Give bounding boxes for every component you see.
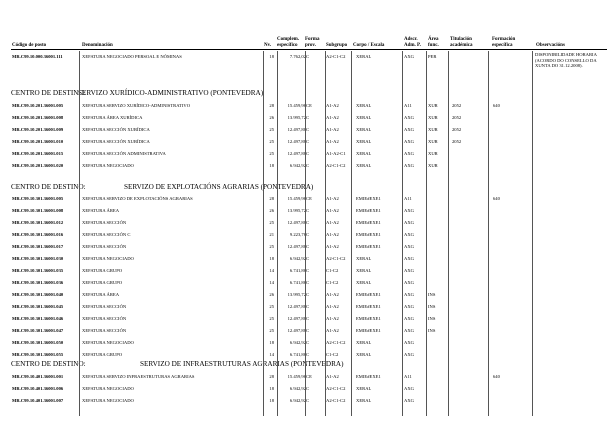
- post-area: XUR: [428, 139, 438, 144]
- post-adscription: AXG: [404, 139, 414, 144]
- post-code: MR.C99.10.301.36001.017: [12, 244, 64, 249]
- header-titulacion: Titulación académica: [450, 37, 473, 48]
- post-subgroup: A1-A2: [326, 292, 339, 297]
- post-adscription: AXG: [404, 398, 414, 403]
- post-adscription: AXG: [404, 316, 414, 321]
- center-heading: [11, 183, 607, 192]
- post-level: 25: [269, 127, 274, 132]
- post-complement: 6.942,92: [289, 398, 306, 403]
- header-rule: [11, 49, 607, 50]
- service-name: SERVIZO DE INFRAESTRUTURAS AGRARIAS (PONTEVEDRA): [140, 360, 344, 368]
- post-subgroup: C1-C2: [326, 268, 339, 273]
- post-corpo: XERAL: [356, 151, 372, 156]
- center-label: CENTRO DE DESTINO:: [11, 360, 86, 368]
- post-subgroup: A1-A2: [326, 316, 339, 321]
- post-level: 28: [269, 374, 274, 379]
- post-code: MR.C99.10.000.36001.111: [12, 54, 63, 59]
- post-complement: 13.995,72: [287, 208, 306, 213]
- post-code: MR.C99.10.201.36001.008: [12, 115, 64, 120]
- post-complement: 15.459,96: [287, 103, 306, 108]
- post-complement: 12.497,88: [287, 328, 306, 333]
- post-forma: C: [306, 292, 310, 297]
- post-forma: C: [306, 151, 310, 156]
- post-area: INS: [428, 304, 436, 309]
- post-corpo: XERAL: [356, 398, 372, 403]
- post-complement: 13.995,72: [287, 292, 306, 297]
- table-row: [0, 112, 615, 123]
- post-adscription: AXG: [404, 352, 414, 357]
- post-observations: DISPONIBILIDADE HORARIA (ACORDO DO CONSELLO DA XUNTA DO 31.12.2008).: [535, 52, 597, 68]
- post-name: XEFATURA SECCIÓN XURÍDICA: [82, 127, 150, 132]
- post-adscription: AXG: [404, 115, 414, 120]
- post-corpo: XERAL: [356, 115, 372, 120]
- post-level: 26: [269, 208, 274, 213]
- header-denominacion: Denominación: [82, 43, 113, 48]
- post-name: XEFATURA SECCIÓN: [82, 328, 127, 333]
- post-subgroup: A2-C1-C2: [326, 386, 346, 391]
- post-code: MR.C99.10.201.36001.010: [12, 139, 64, 144]
- post-subgroup: A1-A2: [326, 232, 339, 237]
- post-adscription: A11: [404, 374, 412, 379]
- post-code: MR.C99.10.401.36001.001: [12, 374, 64, 379]
- post-name: XEFATURA GRUPO: [82, 280, 123, 285]
- post-code: MR.C99.10.301.36001.046: [12, 316, 64, 321]
- post-subgroup: A1-A2: [326, 196, 339, 201]
- post-name: XEFATURA NEGOCIADO: [82, 398, 134, 403]
- post-name: XEFATURA ÁREA: [82, 292, 120, 297]
- table-row: [0, 301, 615, 312]
- post-level: 14: [269, 280, 274, 285]
- table-row: [0, 325, 615, 336]
- header-formacion: Formación específica: [492, 37, 516, 48]
- post-corpo: XERAL: [356, 139, 372, 144]
- column-rule: [305, 51, 306, 416]
- post-area: PER: [428, 54, 437, 59]
- post-level: 18: [269, 340, 274, 345]
- post-subgroup: A1-A2: [326, 208, 339, 213]
- post-area: XUR: [428, 103, 438, 108]
- post-forma: CE: [306, 196, 312, 201]
- post-adscription: AXG: [404, 127, 414, 132]
- post-level: 26: [269, 115, 274, 120]
- post-complement: 15.459,96: [287, 196, 306, 201]
- post-subgroup: C1-C2: [326, 352, 339, 357]
- post-name: XEFATURA SERVIZO INFRAESTRUTURAS AGRARIAS: [82, 374, 195, 379]
- table-row: [0, 160, 615, 171]
- post-subgroup: A2-C1-C2: [326, 54, 346, 59]
- post-complement: 6.741,86: [289, 268, 306, 273]
- post-corpo: EMIE#EXE1: [356, 196, 381, 201]
- post-complement: 7.762,02: [289, 54, 306, 59]
- post-corpo: EMIE#EXE1: [356, 374, 381, 379]
- center-label: CENTRO DE DESTINO:: [11, 89, 86, 97]
- post-area: XUR: [428, 115, 438, 120]
- post-code: MR.C99.10.401.36001.006: [12, 386, 64, 391]
- post-name: XEFATURA SERVIZO XURÍDICO-ADMINISTRATIVO: [82, 103, 191, 108]
- post-level: 18: [269, 386, 274, 391]
- post-subgroup: A1-A2: [326, 220, 339, 225]
- post-subgroup: A2-C1-C2: [326, 398, 346, 403]
- table-row: [0, 253, 615, 264]
- post-subgroup: A1-A2: [326, 127, 339, 132]
- post-name: XEFATURA NEGOCIADO: [82, 386, 134, 391]
- table-row: [0, 395, 615, 406]
- post-code: MR.C99.10.301.36001.008: [12, 208, 64, 213]
- post-complement: 6.942,92: [289, 340, 306, 345]
- post-adscription: A11: [404, 103, 412, 108]
- post-level: 18: [269, 256, 274, 261]
- post-subgroup: A1-A2-C1: [326, 151, 346, 156]
- post-name: XEFATURA ÁREA: [82, 208, 120, 213]
- post-corpo: XERAL: [356, 352, 372, 357]
- post-adscription: AXG: [404, 208, 414, 213]
- post-area: XUR: [428, 163, 438, 168]
- post-complement: 12.497,88: [287, 151, 306, 156]
- post-complement: 9.223,76: [289, 232, 306, 237]
- table-row: [0, 205, 615, 216]
- post-name: XEFATURA SERVIZO DE EXPLOTACIÓNS AGRARIAS: [82, 196, 193, 201]
- table-row: [0, 193, 615, 204]
- table-row: [0, 241, 615, 252]
- post-level: 25: [269, 139, 274, 144]
- post-name: XEFATURA SECCIÓN: [82, 220, 127, 225]
- post-level: 18: [269, 54, 274, 59]
- post-forma: C: [306, 163, 310, 168]
- post-corpo: EMIE#EXE1: [356, 304, 381, 309]
- table-row: [0, 229, 615, 240]
- post-complement: 6.942,92: [289, 256, 306, 261]
- header-observacions: Observacións: [536, 43, 565, 48]
- post-forma: C: [306, 54, 310, 59]
- post-name: XEFATURA NEGOCIADO: [82, 340, 134, 345]
- post-area: XUR: [428, 127, 438, 132]
- post-complement: 13.995,72: [287, 115, 306, 120]
- post-corpo: XERAL: [356, 127, 372, 132]
- column-rule: [488, 51, 489, 416]
- post-forma: C: [306, 340, 310, 345]
- header-corpo: Corpo / Escala: [353, 43, 385, 48]
- post-corpo: EMIE#EXE1: [356, 208, 381, 213]
- post-forma: C: [306, 256, 310, 261]
- post-forma: C: [306, 398, 310, 403]
- post-name: XEFATURA GRUPO: [82, 352, 123, 357]
- post-level: 28: [269, 196, 274, 201]
- post-adscription: AXG: [404, 328, 414, 333]
- table-row: [0, 383, 615, 394]
- post-adscription: AXG: [404, 256, 414, 261]
- post-area: XUR: [428, 151, 438, 156]
- table-row: [0, 124, 615, 135]
- post-complement: 12.497,88: [287, 244, 306, 249]
- post-forma: C: [306, 386, 310, 391]
- service-name: SERVIZO DE EXPLOTACIÓNS AGRARIAS (PONTEVEDRA): [124, 183, 314, 191]
- table-row: [0, 100, 615, 111]
- header-codigo: Código de posto: [12, 43, 47, 48]
- post-forma: C: [306, 280, 310, 285]
- post-area: INS: [428, 328, 436, 333]
- post-name: XEFATURA SECCIÓN ADMINISTRATIVA: [82, 151, 166, 156]
- post-adscription: AXG: [404, 220, 414, 225]
- post-corpo: EMIE#EXE1: [356, 220, 381, 225]
- post-code: MR.C99.10.301.36001.050: [12, 340, 64, 345]
- post-subgroup: A2-C1-C2: [326, 163, 346, 168]
- post-adscription: AXG: [404, 386, 414, 391]
- post-subgroup: A1-A2: [326, 244, 339, 249]
- post-code: MR.C99.10.201.36001.015: [12, 151, 64, 156]
- post-level: 14: [269, 352, 274, 357]
- post-code: MR.C99.10.301.36001.047: [12, 328, 64, 333]
- post-corpo: EMIE#EXE1: [356, 244, 381, 249]
- post-level: 25: [269, 316, 274, 321]
- post-name: XEFATURA SECCIÓN C: [82, 232, 131, 237]
- post-subgroup: A1-A2: [326, 374, 339, 379]
- post-name: XEFATURA NEGOCIADO: [82, 256, 134, 261]
- table-row: [0, 313, 615, 324]
- post-name: XEFATURA GRUPO: [82, 268, 123, 273]
- post-adscription: AXG: [404, 304, 414, 309]
- post-code: MR.C99.10.301.36001.035: [12, 268, 64, 273]
- post-complement: 12.497,88: [287, 139, 306, 144]
- table-row: [0, 51, 615, 68]
- post-formation: 640: [493, 196, 500, 201]
- post-titulation: 2052: [452, 127, 462, 132]
- post-forma: C: [306, 232, 310, 237]
- post-forma: C: [306, 328, 310, 333]
- post-level: 25: [269, 304, 274, 309]
- header-area: Área func.: [428, 37, 439, 48]
- post-complement: 12.497,88: [287, 220, 306, 225]
- header-complemento: Complem. específico: [277, 37, 300, 48]
- post-area: INS: [428, 316, 436, 321]
- post-level: 25: [269, 220, 274, 225]
- post-forma: C: [306, 220, 310, 225]
- post-level: 25: [269, 151, 274, 156]
- post-name: XEFATURA NEGOCIADO: [82, 163, 134, 168]
- post-subgroup: A2-C1-C2: [326, 340, 346, 345]
- post-corpo: XERAL: [356, 386, 372, 391]
- table-row: [0, 337, 615, 348]
- post-name: XEFATURA SECCIÓN: [82, 316, 127, 321]
- post-forma: CE: [306, 103, 312, 108]
- post-adscription: AXG: [404, 340, 414, 345]
- post-code: MR.C99.10.201.36001.005: [12, 103, 64, 108]
- center-heading: [11, 89, 607, 98]
- post-subgroup: A1-A2: [326, 328, 339, 333]
- post-corpo: EMIE#EXE1: [356, 316, 381, 321]
- post-code: MR.C99.10.301.36001.005: [12, 196, 64, 201]
- post-corpo: XERAL: [356, 54, 372, 59]
- post-corpo: XERAL: [356, 103, 372, 108]
- post-corpo: XERAL: [356, 163, 372, 168]
- post-level: 26: [269, 292, 274, 297]
- post-code: MR.C99.10.201.36001.009: [12, 127, 64, 132]
- post-corpo: XERAL: [356, 268, 372, 273]
- post-formation: 640: [493, 103, 500, 108]
- column-rule: [532, 51, 533, 416]
- column-rule: [277, 51, 278, 416]
- post-forma: CE: [306, 374, 312, 379]
- post-adscription: A11: [404, 196, 412, 201]
- post-forma: C: [306, 352, 310, 357]
- post-corpo: XERAL: [356, 256, 372, 261]
- post-name: XEFATURA ÁREA XURÍDICA: [82, 115, 143, 120]
- post-name: XEFATURA SECCIÓN: [82, 304, 127, 309]
- column-rule: [263, 51, 264, 416]
- center-heading: [11, 360, 607, 369]
- post-code: MR.C99.10.301.36001.045: [12, 304, 64, 309]
- post-corpo: XERAL: [356, 280, 372, 285]
- column-rule: [351, 51, 352, 416]
- post-name: XEFATURA SECCIÓN: [82, 244, 127, 249]
- post-forma: C: [306, 208, 310, 213]
- post-adscription: AXG: [404, 292, 414, 297]
- post-adscription: AXG: [404, 268, 414, 273]
- post-adscription: AXG: [404, 163, 414, 168]
- post-corpo: EMIE#EXE1: [356, 328, 381, 333]
- post-subgroup: A2-C1-C2: [326, 256, 346, 261]
- post-complement: 6.942,92: [289, 386, 306, 391]
- post-complement: 12.497,88: [287, 316, 306, 321]
- post-forma: C: [306, 316, 310, 321]
- table-row: [0, 371, 615, 382]
- post-forma: C: [306, 115, 310, 120]
- post-complement: 12.497,88: [287, 304, 306, 309]
- post-corpo: XERAL: [356, 340, 372, 345]
- post-titulation: 2052: [452, 115, 462, 120]
- post-level: 21: [269, 232, 274, 237]
- post-subgroup: A1-A2: [326, 139, 339, 144]
- post-level: 14: [269, 268, 274, 273]
- post-titulation: 2052: [452, 103, 462, 108]
- post-level: 25: [269, 328, 274, 333]
- post-complement: 15.459,96: [287, 374, 306, 379]
- post-subgroup: C1-C2: [326, 280, 339, 285]
- post-area: INS: [428, 292, 436, 297]
- post-code: MR.C99.10.301.36001.016: [12, 232, 64, 237]
- post-corpo: EMIE#EXE1: [356, 232, 381, 237]
- post-forma: C: [306, 127, 310, 132]
- post-formation: 640: [493, 374, 500, 379]
- post-adscription: AXG: [404, 280, 414, 285]
- column-rule: [426, 51, 427, 416]
- post-code: MR.C99.10.301.36001.055: [12, 352, 64, 357]
- header-forma: Forma prov.: [305, 37, 320, 48]
- table-row: [0, 349, 615, 360]
- service-name: SERVIZO XURÍDICO-ADMINISTRATIVO (PONTEVEDRA): [78, 89, 264, 97]
- post-adscription: AXG: [404, 151, 414, 156]
- post-level: 18: [269, 163, 274, 168]
- post-code: MR.C99.10.301.36001.030: [12, 256, 64, 261]
- post-adscription: AXG: [404, 244, 414, 249]
- post-forma: C: [306, 268, 310, 273]
- table-row: [0, 148, 615, 159]
- post-adscription: AXG: [404, 232, 414, 237]
- post-complement: 6.942,92: [289, 163, 306, 168]
- post-name: XEFATURA SECCIÓN XURÍDICA: [82, 139, 150, 144]
- post-subgroup: A1-A2: [326, 103, 339, 108]
- center-label: CENTRO DE DESTINO:: [11, 183, 86, 191]
- post-subgroup: A1-A2: [326, 115, 339, 120]
- post-adscription: AXG: [404, 54, 414, 59]
- post-code: MR.C99.10.301.36001.012: [12, 220, 64, 225]
- post-level: 18: [269, 398, 274, 403]
- header-adscricion: Adscr. Adm. P.: [404, 37, 421, 48]
- column-rule: [325, 51, 326, 416]
- post-complement: 12.497,88: [287, 127, 306, 132]
- post-titulation: 2052: [452, 139, 462, 144]
- post-level: 25: [269, 244, 274, 249]
- post-forma: C: [306, 304, 310, 309]
- post-code: MR.C99.10.301.36001.040: [12, 292, 64, 297]
- table-row: [0, 277, 615, 288]
- header-nivel: Nv.: [264, 43, 272, 48]
- column-rule: [402, 51, 403, 416]
- post-forma: C: [306, 139, 310, 144]
- post-complement: 6.741,86: [289, 280, 306, 285]
- column-rule: [79, 51, 80, 416]
- table-row: [0, 289, 615, 300]
- post-code: MR.C99.10.401.36001.007: [12, 398, 64, 403]
- post-level: 28: [269, 103, 274, 108]
- column-rule: [448, 51, 449, 416]
- table-row: [0, 265, 615, 276]
- table-row: [0, 136, 615, 147]
- post-subgroup: A1-A2: [326, 304, 339, 309]
- post-code: MR.C99.10.301.36001.036: [12, 280, 64, 285]
- post-corpo: EMIE#EXE1: [356, 292, 381, 297]
- table-row: [0, 217, 615, 228]
- header-subgrupo: Subgrupo: [326, 43, 348, 48]
- post-forma: C: [306, 244, 310, 249]
- post-complement: 6.741,86: [289, 352, 306, 357]
- post-code: MR.C99.10.201.36001.020: [12, 163, 64, 168]
- post-name: XEFATURA NEGOCIADO PERSOAL E NÓMINAS: [82, 54, 182, 59]
